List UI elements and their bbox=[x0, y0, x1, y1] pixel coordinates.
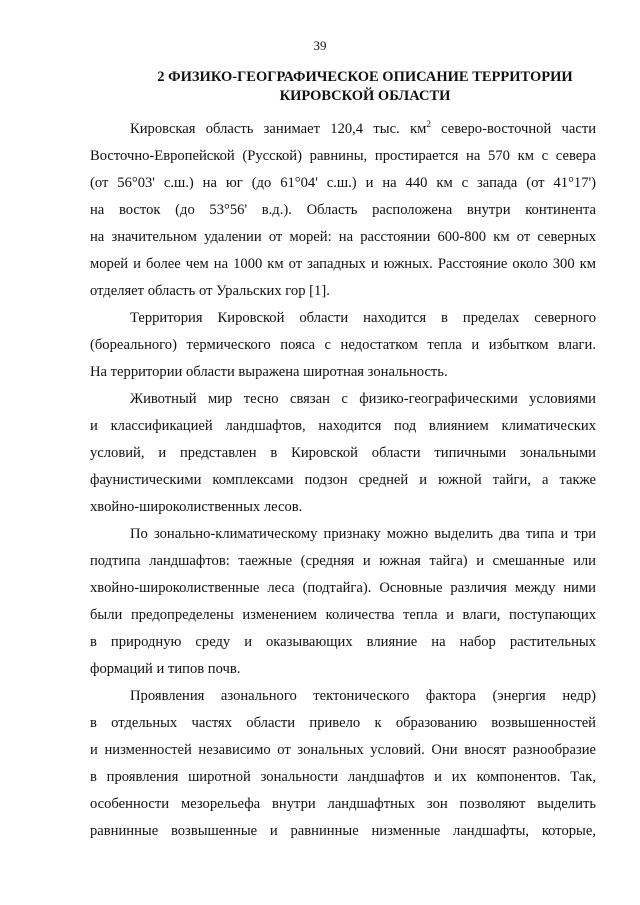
text-line: Восточно-Европейской (Русской) равнины, простирается на 570 км с севера bbox=[90, 148, 596, 164]
text-line: морей и более чем на 1000 км от западных и южных. Расстояние около 300 км bbox=[90, 256, 596, 272]
text-line: и классификацией ландшафтов, находится под влиянием климатических bbox=[90, 418, 596, 434]
text-line: хвойно-широколиственные леса (подтайга). Основные различия между ними bbox=[90, 580, 596, 596]
text-line: были предопределены изменением количества тепла и влаги, поступающих bbox=[90, 607, 596, 623]
superscript: 2 bbox=[426, 119, 431, 129]
text-line: (от 56°03' с.ш.) на юг (до 61°04' с.ш.) и на 440 км с запада (от 41°17') bbox=[90, 175, 596, 191]
section-heading-line-2: КИРОВСКОЙ ОБЛАСТИ bbox=[279, 88, 451, 104]
text-line: Животный мир тесно связан с физико-географическими условиями bbox=[130, 391, 596, 407]
paragraph-1 bbox=[90, 116, 596, 305]
section-heading bbox=[130, 68, 600, 106]
paragraph-3 bbox=[90, 386, 596, 521]
text-fragment: северо-восточной части bbox=[430, 121, 597, 137]
text-fragment: Кировская область занимает 120,4 тыс. км bbox=[130, 121, 427, 137]
paragraph-5 bbox=[90, 683, 596, 845]
text-line bbox=[90, 116, 596, 143]
text-line: Проявления азонального тектонического фактора (энергия недр) bbox=[130, 688, 596, 704]
text-line: на значительном удалении от морей: на расстоянии 600-800 км от северных bbox=[90, 229, 596, 245]
text-line: отделяет область от Уральских гор [1]. bbox=[90, 283, 330, 299]
text-line: условий, и представлен в Кировской области типичными зональными bbox=[90, 445, 596, 461]
section-heading-line-1: 2 ФИЗИКО-ГЕОГРАФИЧЕСКОЕ ОПИСАНИЕ ТЕРРИТОРИИ bbox=[157, 69, 573, 85]
text-line: На территории области выражена широтная зональность. bbox=[90, 364, 448, 380]
body-text bbox=[90, 116, 596, 845]
text-line: По зонально-климатическому признаку можно выделить два типа и три bbox=[130, 526, 596, 542]
text-line: фаунистическими комплексами подзон средней и южной тайги, а также bbox=[90, 472, 596, 488]
text-line: в отдельных частях области привело к образованию возвышенностей bbox=[90, 715, 596, 731]
text-line: хвойно-широколиственных лесов. bbox=[90, 499, 303, 515]
page-number: 39 bbox=[313, 38, 327, 53]
text-line: равнинные возвышенные и равнинные низменные ландшафты, которые, bbox=[90, 823, 596, 839]
text-line: на восток (до 53°56' в.д.). Область расположена внутри континента bbox=[90, 202, 596, 218]
text-line: Территория Кировской области находится в пределах северного bbox=[130, 310, 596, 326]
text-line: и низменностей независимо от зональных условий. Они вносят разнообразие bbox=[90, 742, 596, 758]
paragraph-2 bbox=[90, 305, 596, 386]
paragraph-4 bbox=[90, 521, 596, 683]
text-line: подтипа ландшафтов: таежные (средняя и южная тайга) и смешанные или bbox=[90, 553, 596, 569]
text-line: в проявления широтной зональности ландшафтов и их компонентов. Так, bbox=[90, 769, 596, 785]
text-line: в природную среду и оказывающих влияние на набор растительных bbox=[90, 634, 596, 650]
text-line: особенности мезорельефа внутри ландшафтных зон позволяют выделить bbox=[90, 796, 596, 812]
text-line: (бореального) термического пояса с недостатком тепла и избытком влаги. bbox=[90, 337, 596, 353]
text-line: формаций и типов почв. bbox=[90, 661, 241, 677]
